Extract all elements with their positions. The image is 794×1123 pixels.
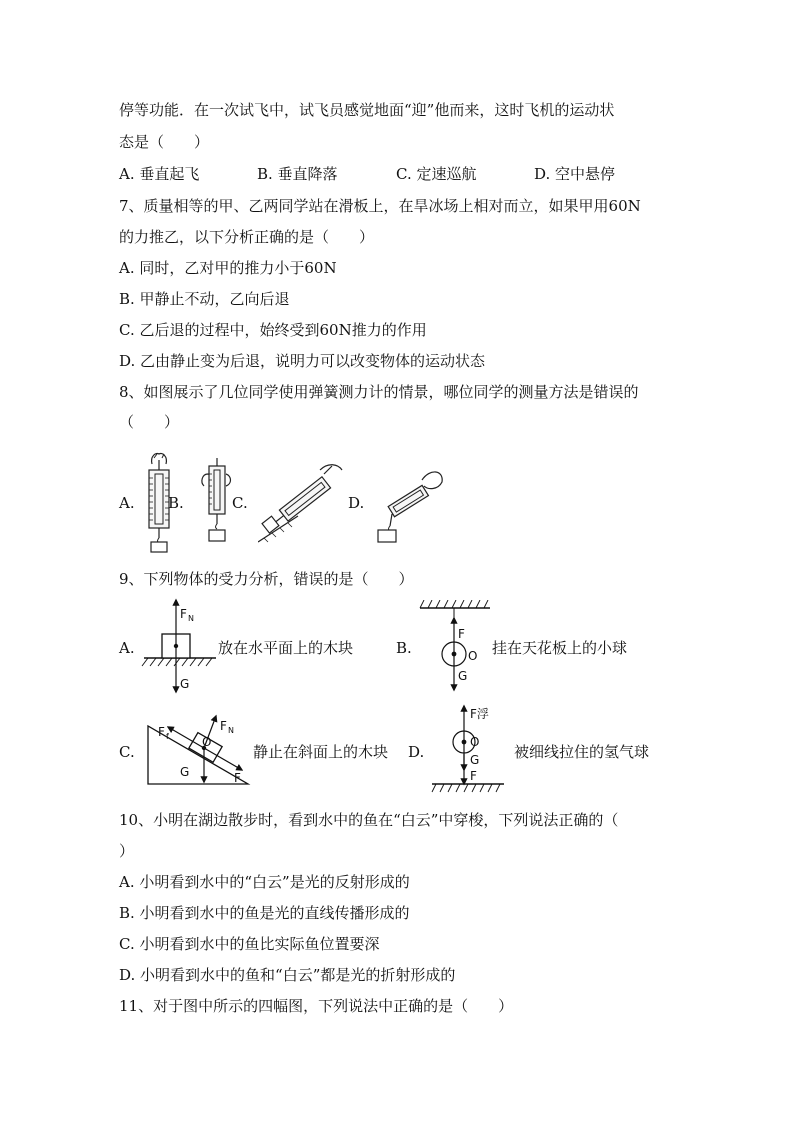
q9-figure-c-block-on-incline: [144, 712, 256, 788]
q10-text-line2: ）: [119, 842, 135, 860]
q9-label-a: A.: [119, 639, 135, 657]
q11-text-line1: 11、对于图中所示的四幅图，下列说法中正确的是（ ）: [119, 997, 514, 1015]
q9-figure-b-ball-hanging: [418, 600, 492, 692]
q8-text-line2: （ ）: [119, 413, 180, 431]
q9-desc-b: 挂在天花板上的小球: [492, 639, 628, 657]
q8-figure-c-spring-scale-on-incline: [258, 456, 348, 544]
q9-d-ffu-label: F浮: [470, 707, 489, 721]
q9-c-f-label: F: [234, 771, 241, 785]
q9-desc-d: 被细线拉住的氢气球: [514, 743, 650, 761]
q9-b-o-label: O: [468, 649, 478, 663]
q9-label-c: C.: [119, 743, 135, 761]
q6-option-a: A. 垂直起飞: [119, 165, 200, 183]
q6-option-b: B. 垂直降落: [257, 165, 338, 183]
q9-b-g-label: G: [458, 669, 468, 683]
q9-d-g-label: G: [470, 753, 480, 767]
q8-label-c: C.: [232, 494, 248, 512]
q6-text-line1: 停等功能．在一次试飞中，试飞员感觉地面“迎”他而来，这时飞机的运动状: [119, 101, 615, 119]
q6-option-d: D. 空中悬停: [534, 165, 616, 183]
q9-a-fn-label: F: [180, 607, 187, 621]
q6-text-line2: 态是（ ）: [119, 133, 210, 151]
q9-a-fn-subscript: N: [188, 614, 194, 623]
q9-c-fn-subscript: N: [228, 726, 234, 735]
q9-d-f-label: F: [470, 769, 477, 783]
q10-option-a: A. 小明看到水中的“白云”是光的反射形成的: [119, 873, 410, 891]
q6-option-c: C. 定速巡航: [396, 165, 477, 183]
q7-option-c: C. 乙后退的过程中，始终受到60N推力的作用: [119, 321, 427, 339]
q8-label-a: A.: [119, 494, 135, 512]
q9-b-f-label: F: [458, 627, 465, 641]
q9-figure-a-block-on-floor: [140, 596, 220, 694]
q9-label-b: B.: [396, 639, 412, 657]
q7-option-d: D. 乙由静止变为后退，说明力可以改变物体的运动状态: [119, 352, 486, 370]
q7-text-line1: 7、质量相等的甲、乙两同学站在滑板上，在旱冰场上相对而立，如果甲用60N: [119, 197, 641, 215]
q9-desc-c: 静止在斜面上的木块: [253, 743, 389, 761]
q10-option-c: C. 小明看到水中的鱼比实际鱼位置要深: [119, 935, 380, 953]
q9-c-ff-subscript: f: [166, 732, 169, 741]
q9-a-g-label: G: [180, 677, 190, 691]
q8-text-line1: 8、如图展示了几位同学使用弹簧测力计的情景，哪位同学的测量方法是错误的: [119, 383, 639, 401]
q7-option-a: A. 同时，乙对甲的推力小于60N: [119, 259, 337, 277]
q9-c-g-label: G: [180, 765, 190, 779]
q7-option-b: B. 甲静止不动，乙向后退: [119, 290, 290, 308]
q8-figure-d-spring-scale-tilted: [374, 460, 446, 544]
q10-text-line1: 10、小明在湖边散步时，看到水中的鱼在“白云”中穿梭，下列说法正确的（: [119, 811, 619, 829]
q9-c-fn-label: F: [220, 719, 227, 733]
q9-c-ff-label: F: [158, 725, 165, 739]
q9-desc-a: 放在水平面上的木块: [218, 639, 354, 657]
q7-text-line2: 的力推乙，以下分析正确的是（ ）: [119, 228, 375, 246]
q9-figure-d-balloon-on-string: [428, 702, 508, 794]
q9-label-d: D.: [408, 743, 425, 761]
q8-label-d: D.: [348, 494, 365, 512]
q9-d-o-label: O: [470, 735, 480, 749]
q10-option-d: D. 小明看到水中的鱼和“白云”都是光的折射形成的: [119, 966, 456, 984]
q8-label-b: B.: [168, 494, 184, 512]
q10-option-b: B. 小明看到水中的鱼是光的直线传播形成的: [119, 904, 410, 922]
q9-text-line1: 9、下列物体的受力分析，错误的是（ ）: [119, 570, 414, 588]
q9-c-o-label: O: [202, 735, 212, 749]
